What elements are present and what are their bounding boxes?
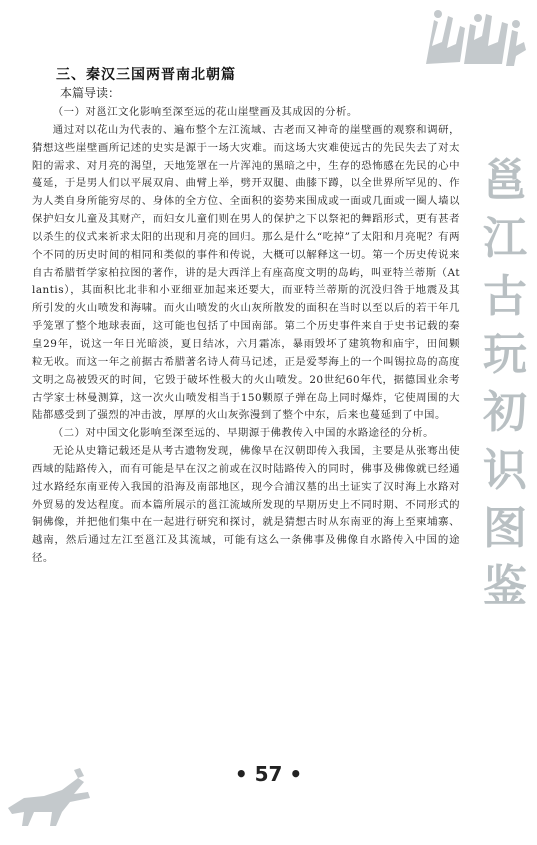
body-text: [32, 104, 460, 568]
side-title-char: 识: [483, 445, 527, 496]
side-title-char: 江: [483, 213, 527, 264]
paragraph: 无论从史籍记载还是从考古遗物发现，佛像早在汉朝即传入我国，主要是从张骞出使西域的陆路传入，而有可能是早在汉之前或在汉时陆路传入的同时，佛事及佛像就已经通过水路经东南亚传入我国的沿海及南部地区，现今合浦汉墓的出土证实了汉时海上水路对外贸易的发达程度。而本篇所展示的邕江流域所发现的早期历史上不同时期、不同形式的铜佛像，并把他们集中在一起进行研究和探讨，就是猜想古时从东南亚的海上至柬埔寨、越南，然后通过左江至邕江及其流域，可能有这么一条佛事及佛像自水路传入中国的途径。: [32, 445, 460, 565]
side-title-char: 鉴: [483, 561, 527, 612]
paragraph: （一）对邕江文化影响至深至远的花山崖壁画及其成因的分析。: [52, 106, 358, 118]
side-title-char: 古: [483, 271, 527, 322]
side-title-char: 初: [483, 387, 527, 438]
paragraph: （二）对中国文化影响至深至远的、早期源于佛教传入中国的水路途径的分析。: [52, 427, 434, 440]
guide-label: 本篇导读：: [60, 86, 121, 100]
rock-art-figures-decoration: [420, 6, 530, 70]
paragraph: 通过对以花山为代表的、遍布整个左江流域、古老而又神奇的崖壁画的观察和调研，猜想这些崖壁画所记述的史实是源于一场大灾难。而这场大灾难使远古的先民失去了对太阳的需求、对月亮的渴望，天地笼罩在一片浑沌的黑暗之中，生存的恐怖感在先民的心中蔓延，于是男人们以平展双肩、曲臂上举，劈开双腿、曲膝下蹲，以全世界所罕见的、作为人类自身所能穷尽的、身体的全方位、全面积的姿势来围成或一面或几面或一圈人墙以保护妇女儿童及其财产，而妇女儿童们则在男人的保护之下以祭祀的舞蹈形式，更有甚者以杀生的仪式来祈求太阳的出现和月亮的回归。那么是什么“吃掉”了太阳和月亮呢？有两个不同的历史时间的相同和类似的事件和传说，大概可以解释这一切。第一个历史传说来自古希腊哲学家柏拉图的著作，讲的是大西洋上有座高度文明的岛屿，叫亚特兰蒂斯（Atlantis），其面积比北非和小亚细亚加起来还要大，而亚特兰蒂斯的沉没归咎于地震及其所引发的火山喷发和海啸。而火山喷发的火山灰所散发的面积在当时以至以后的若干年几乎笼罩了整个地球表面，这可能也包括了中国南部。第二个历史事件来自于史书记载的秦皇29年，说这一年日光暗淡，夏日结冰，六月霜冻，暴雨毁坏了建筑物和庙宇，田间颗粒无收。而这一年之前据古希腊著名诗人荷马记述，正是爱琴海上的一个叫锡拉岛的高度文明之岛被毁灭的时间，它毁于破坏性极大的火山喷发。20世纪60年代，据德国业余考古学家士林曼测算，这一次火山喷发相当于150颗原子弹在岛上同时爆炸，它使周围的大陆都感受到了强烈的冲击波，厚厚的火山灰弥漫到了整个中东，后来也蔓延到了中国。: [32, 123, 460, 422]
side-title-char: 图: [483, 503, 527, 554]
rock-art-animal-decoration: [4, 768, 96, 830]
page-number: • 57 •: [234, 762, 303, 786]
section-heading: 三、秦汉三国两晋南北朝篇: [56, 67, 236, 83]
side-title-char: 邕: [483, 155, 527, 206]
side-title-char: 玩: [483, 329, 527, 380]
side-book-title: [476, 152, 534, 616]
